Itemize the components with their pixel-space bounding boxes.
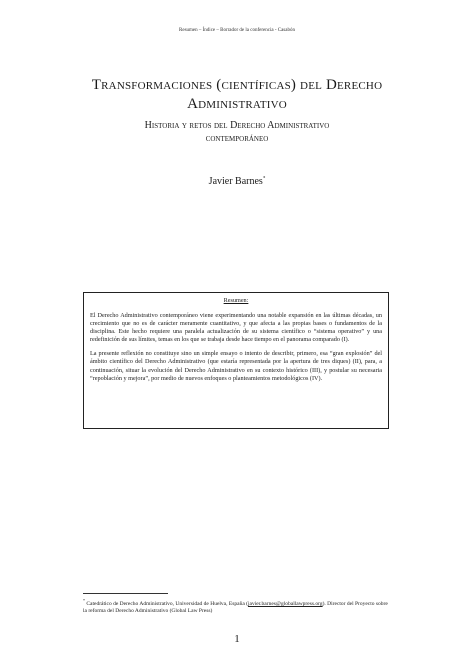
- author-footnote-marker: *: [262, 176, 266, 182]
- title-line-1: Transformaciones (científicas) del Derecho: [91, 77, 383, 93]
- abstract-paragraph-2: La presente reflexión no constituye sino un simple ensayo o intento de describir, primero, esa “gran explosión” del ámbito científico del Derecho Administrativo (que estaría representada por la apertura de tres diques) (II), para, a continuación, situar la evolución del Derecho Administrativo en su contexto histórico (III), y postular su necesaria “repoblación y mejora”, por medio de nuevos enfoques o planteamientos metodológicos (IV).: [90, 350, 382, 382]
- footnote-text-after: ). Director del Proyecto sobre la reforma del Derecho Administrativo (Global Law Press): [83, 600, 388, 614]
- author-name: Javier Barnes: [208, 176, 263, 187]
- subtitle-line-1: Historia y retos del Derecho Administrativo: [144, 120, 330, 131]
- footnote-text-before: Catedrático de Derecho Administrativo, Universidad de Huelva, España (: [86, 600, 248, 607]
- title-line-2: Administrativo: [187, 96, 287, 112]
- footnote-marker: *: [83, 598, 85, 603]
- footnote-divider: [83, 593, 168, 594]
- abstract-paragraph-1: El Derecho Administrativo contemporáneo viene experimentando una notable expansión en las últimas décadas, un crecimiento que no es de carácter meramente cuantitativo, y que afecta a las propias bases o fundamentos de la disciplina. Este hecho requiere una paralela actualización de su sistema científico o “sistema operativo” y una redefinición de sus límites, temas en los que se trabaja desde hace tiempo en el panorama comparado (I).: [90, 312, 382, 344]
- running-header: Resumen – Índice – Borrador de la conferencia - Casabón: [179, 28, 295, 33]
- footnote-email-link[interactable]: javier.barnes@globallawpress.org: [247, 600, 323, 607]
- document-subtitle: [40, 119, 434, 145]
- document-title: [40, 76, 434, 114]
- subtitle-line-2: contemporáneo: [205, 133, 269, 144]
- abstract-box: [83, 292, 389, 429]
- author-line: [0, 176, 474, 187]
- footnote: [83, 597, 393, 615]
- abstract-heading: Resumen:: [223, 297, 249, 304]
- page-number: 1: [234, 633, 240, 645]
